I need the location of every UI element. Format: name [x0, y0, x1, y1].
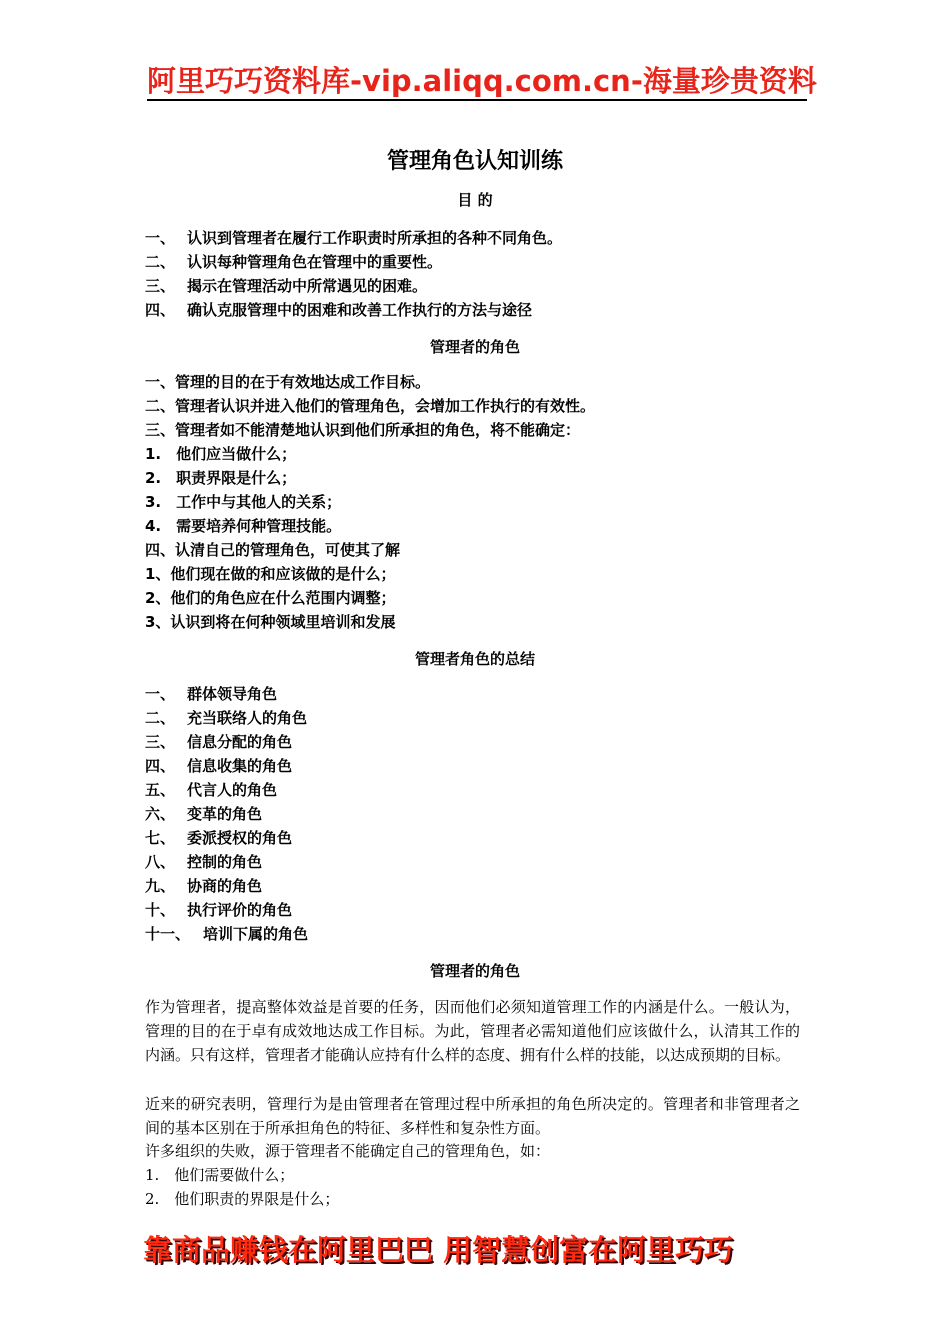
section-heading-roles: 管理者的角色	[429, 338, 520, 356]
roles-line: 1、他们现在做的和应该做的是什么；	[145, 565, 396, 583]
item-number: 八、	[145, 853, 176, 871]
summary-item	[145, 852, 262, 872]
summary-item	[145, 900, 292, 920]
item-text: 信息收集的角色	[187, 757, 293, 775]
item-number: 四、	[145, 757, 176, 775]
summary-item	[145, 708, 307, 728]
roles-line: 一、管理的目的在于有效地达成工作目标。	[145, 373, 431, 391]
purpose-item	[145, 252, 442, 272]
purpose-item	[145, 228, 562, 248]
summary-item	[145, 684, 277, 704]
roles-line: 1. 他们应当做什么；	[145, 445, 297, 463]
paragraph: 许多组织的失败，源于管理者不能确定自己的管理角色，如：	[145, 1142, 551, 1160]
section-heading-roles-prose: 管理者的角色	[429, 962, 520, 980]
item-number: 一、	[145, 229, 176, 247]
list-item: 1. 他们需要做什么；	[145, 1166, 295, 1184]
item-number: 十、	[145, 901, 176, 919]
header-divider	[147, 99, 807, 101]
item-text: 揭示在管理活动中所常遇见的困难。	[187, 277, 428, 295]
summary-item	[145, 756, 292, 776]
purpose-item	[145, 276, 427, 296]
section-heading-purpose: 目 的	[457, 191, 493, 209]
item-text: 认识到管理者在履行工作职责时所承担的各种不同角色。	[187, 229, 563, 247]
item-number: 七、	[145, 829, 176, 847]
item-text: 群体领导角色	[187, 685, 278, 703]
item-text: 协商的角色	[187, 877, 263, 895]
roles-line: 三、管理者如不能清楚地认识到他们所承担的角色，将不能确定：	[145, 421, 581, 439]
item-number: 九、	[145, 877, 176, 895]
header-banner: 阿里巧巧资料库-vip.aliqq.com.cn-海量珍贵资料	[147, 64, 817, 98]
summary-item	[145, 924, 308, 944]
section-heading-summary: 管理者角色的总结	[414, 650, 535, 668]
item-text: 培训下属的角色	[203, 925, 309, 943]
item-text: 认识每种管理角色在管理中的重要性。	[187, 253, 443, 271]
item-text: 控制的角色	[187, 853, 263, 871]
item-number: 四、	[145, 301, 176, 319]
item-number: 三、	[145, 733, 176, 751]
item-number: 二、	[145, 709, 176, 727]
paragraph: 作为管理者，提高整体效益是首要的任务，因而他们必须知道管理工作的内涵是什么。一般认为，管理的目的在于卓有成效地达成工作目标。为此，管理者必需知道他们应该做什么，认清其工作的内涵。只有这样，管理者才能确认应持有什么样的态度、拥有什么样的技能，以达成预期的目标。	[145, 998, 800, 1064]
roles-line: 二、管理者认识并进入他们的管理角色，会增加工作执行的有效性。	[145, 397, 596, 415]
list-item: 2. 他们职责的界限是什么；	[145, 1190, 340, 1208]
roles-line: 2. 职责界限是什么；	[145, 469, 297, 487]
summary-item	[145, 876, 262, 896]
item-text: 变革的角色	[187, 805, 263, 823]
item-text: 执行评价的角色	[187, 901, 293, 919]
item-number: 二、	[145, 253, 176, 271]
roles-line: 4. 需要培养何种管理技能。	[145, 517, 342, 535]
summary-item	[145, 828, 292, 848]
summary-item	[145, 732, 292, 752]
item-number: 六、	[145, 805, 176, 823]
roles-line: 3、认识到将在何种领域里培训和发展	[145, 613, 396, 631]
footer-banner: 靠商品赚钱在阿里巴巴 用智慧创富在阿里巧巧	[143, 1233, 734, 1267]
item-number: 一、	[145, 685, 176, 703]
purpose-item	[145, 300, 532, 320]
item-text: 信息分配的角色	[187, 733, 293, 751]
roles-line: 3. 工作中与其他人的关系；	[145, 493, 342, 511]
item-text: 充当联络人的角色	[187, 709, 308, 727]
roles-line: 四、认清自己的管理角色，可使其了解	[145, 541, 401, 559]
paragraph: 近来的研究表明，管理行为是由管理者在管理过程中所承担的角色所决定的。管理者和非管理者之间的基本区别在于所承担角色的特征、多样性和复杂性方面。	[145, 1095, 800, 1137]
item-text: 确认克服管理中的困难和改善工作执行的方法与途径	[187, 301, 533, 319]
summary-item	[145, 804, 262, 824]
roles-line: 2、他们的角色应在什么范围内调整；	[145, 589, 396, 607]
item-number: 五、	[145, 781, 176, 799]
item-number: 三、	[145, 277, 176, 295]
summary-item	[145, 780, 277, 800]
item-number: 十一、	[145, 925, 191, 943]
page-title: 管理角色认知训练	[386, 149, 563, 174]
item-text: 代言人的角色	[187, 781, 278, 799]
item-text: 委派授权的角色	[187, 829, 293, 847]
